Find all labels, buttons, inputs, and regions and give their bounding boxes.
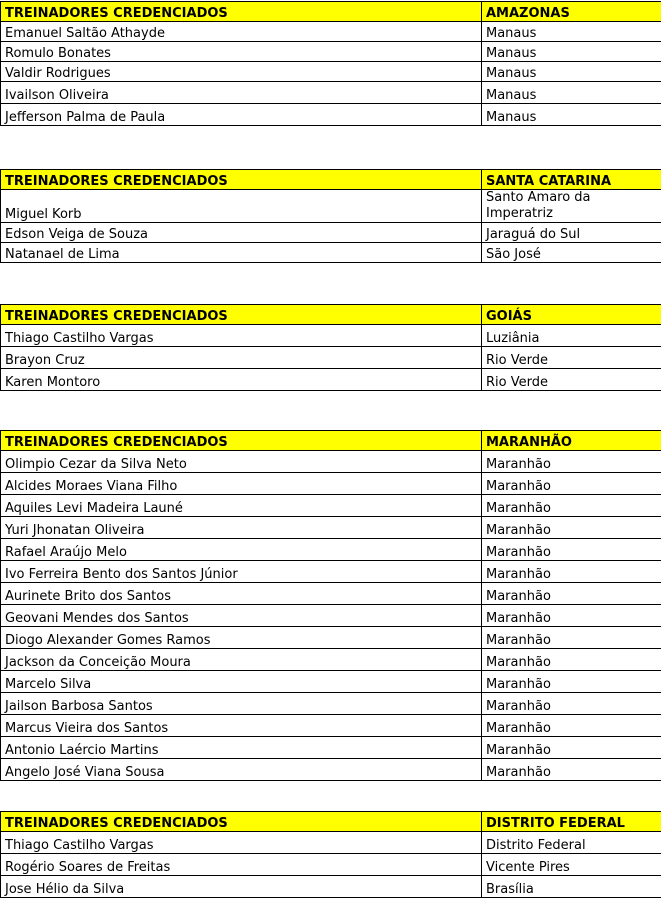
table-row <box>1 671 661 693</box>
trainer-city: Rio Verde <box>482 369 661 391</box>
trainer-name: Karen Montoro <box>1 369 482 391</box>
trainer-city: Maranhão <box>482 583 661 605</box>
header-label: TREINADORES CREDENCIADOS <box>1 431 482 451</box>
trainer-city: Manaus <box>482 22 661 42</box>
table-row <box>1 715 661 737</box>
trainer-city: Manaus <box>482 62 661 82</box>
trainer-city: Vicente Pires <box>482 854 661 876</box>
trainer-name: Valdir Rodrigues <box>1 62 482 82</box>
table-row <box>1 517 661 539</box>
trainer-name: Ivailson Oliveira <box>1 82 482 104</box>
table-row <box>1 325 661 347</box>
table-row <box>1 737 661 759</box>
trainer-city: Manaus <box>482 104 661 126</box>
trainer-city: Manaus <box>482 42 661 62</box>
table-row <box>1 42 661 62</box>
trainer-name: Romulo Bonates <box>1 42 482 62</box>
trainer-name: Marcelo Silva <box>1 671 482 693</box>
table-row <box>1 539 661 561</box>
trainer-city: Maranhão <box>482 605 661 627</box>
table-row <box>1 627 661 649</box>
trainer-city: Brasília <box>482 876 661 898</box>
trainer-city: Maranhão <box>482 473 661 495</box>
trainer-name: Diogo Alexander Gomes Ramos <box>1 627 482 649</box>
header-label: TREINADORES CREDENCIADOS <box>1 305 482 325</box>
section-header-row <box>1 431 661 451</box>
trainer-city: Maranhão <box>482 759 661 781</box>
table-row <box>1 62 661 82</box>
trainer-name: Thiago Castilho Vargas <box>1 832 482 854</box>
trainer-name: Jefferson Palma de Paula <box>1 104 482 126</box>
trainer-name: Jailson Barbosa Santos <box>1 693 482 715</box>
trainer-name: Thiago Castilho Vargas <box>1 325 482 347</box>
trainer-name: Aquiles Levi Madeira Launé <box>1 495 482 517</box>
section-header-row <box>1 812 661 832</box>
trainer-name: Jackson da Conceição Moura <box>1 649 482 671</box>
table-row <box>1 583 661 605</box>
header-region: AMAZONAS <box>482 2 661 22</box>
table-row <box>1 243 661 263</box>
table-row <box>1 347 661 369</box>
section-distrito-federal <box>0 811 661 898</box>
table-row <box>1 605 661 627</box>
trainer-name: Yuri Jhonatan Oliveira <box>1 517 482 539</box>
trainer-city: Luziânia <box>482 325 661 347</box>
trainer-city: Manaus <box>482 82 661 104</box>
table-row <box>1 832 661 854</box>
table-row <box>1 451 661 473</box>
table-row <box>1 693 661 715</box>
trainer-city: Maranhão <box>482 671 661 693</box>
header-region: GOIÁS <box>482 305 661 325</box>
section-header-row <box>1 2 661 22</box>
section-goias <box>0 304 661 391</box>
trainer-name: Brayon Cruz <box>1 347 482 369</box>
section-amazonas <box>0 1 661 126</box>
table-row <box>1 759 661 781</box>
trainer-name: Edson Veiga de Souza <box>1 223 482 243</box>
trainer-city: Maranhão <box>482 517 661 539</box>
trainer-name: Ivo Ferreira Bento dos Santos Júnior <box>1 561 482 583</box>
table-row <box>1 82 661 104</box>
table-row <box>1 495 661 517</box>
trainer-city: São José <box>482 243 661 263</box>
table-row <box>1 876 661 898</box>
table-row <box>1 22 661 42</box>
section-maranhao <box>0 430 661 781</box>
trainer-city: Maranhão <box>482 561 661 583</box>
trainer-name: Olimpio Cezar da Silva Neto <box>1 451 482 473</box>
trainer-city: Maranhão <box>482 627 661 649</box>
trainer-name: Jose Hélio da Silva <box>1 876 482 898</box>
header-label: TREINADORES CREDENCIADOS <box>1 812 482 832</box>
trainer-city: Maranhão <box>482 693 661 715</box>
table-row <box>1 473 661 495</box>
trainer-city: Santo Amaro da Imperatriz <box>482 190 661 223</box>
trainer-name: Angelo José Viana Sousa <box>1 759 482 781</box>
header-region: MARANHÃO <box>482 431 661 451</box>
table-row <box>1 104 661 126</box>
trainer-city: Maranhão <box>482 451 661 473</box>
trainer-name: Rogério Soares de Freitas <box>1 854 482 876</box>
header-region: SANTA CATARINA <box>482 170 661 190</box>
table-row <box>1 854 661 876</box>
trainer-name: Natanael de Lima <box>1 243 482 263</box>
header-label: TREINADORES CREDENCIADOS <box>1 170 482 190</box>
header-label: TREINADORES CREDENCIADOS <box>1 2 482 22</box>
trainer-name: Antonio Laércio Martins <box>1 737 482 759</box>
trainer-name: Miguel Korb <box>1 190 482 223</box>
trainer-city: Maranhão <box>482 715 661 737</box>
trainer-city: Maranhão <box>482 649 661 671</box>
trainer-city: Distrito Federal <box>482 832 661 854</box>
header-region: DISTRITO FEDERAL <box>482 812 661 832</box>
trainer-name: Alcides Moraes Viana Filho <box>1 473 482 495</box>
table-row <box>1 190 661 223</box>
table-row <box>1 649 661 671</box>
table-row <box>1 561 661 583</box>
table-row <box>1 223 661 243</box>
table-row <box>1 369 661 391</box>
section-header-row <box>1 305 661 325</box>
trainer-name: Emanuel Saltão Athayde <box>1 22 482 42</box>
trainer-city: Rio Verde <box>482 347 661 369</box>
trainer-name: Geovani Mendes dos Santos <box>1 605 482 627</box>
trainer-name: Rafael Araújo Melo <box>1 539 482 561</box>
trainer-name: Marcus Vieira dos Santos <box>1 715 482 737</box>
trainer-city: Maranhão <box>482 539 661 561</box>
trainer-city: Jaraguá do Sul <box>482 223 661 243</box>
section-header-row <box>1 170 661 190</box>
trainer-name: Aurinete Brito dos Santos <box>1 583 482 605</box>
trainer-city: Maranhão <box>482 495 661 517</box>
trainer-city: Maranhão <box>482 737 661 759</box>
section-santa-catarina <box>0 169 661 263</box>
